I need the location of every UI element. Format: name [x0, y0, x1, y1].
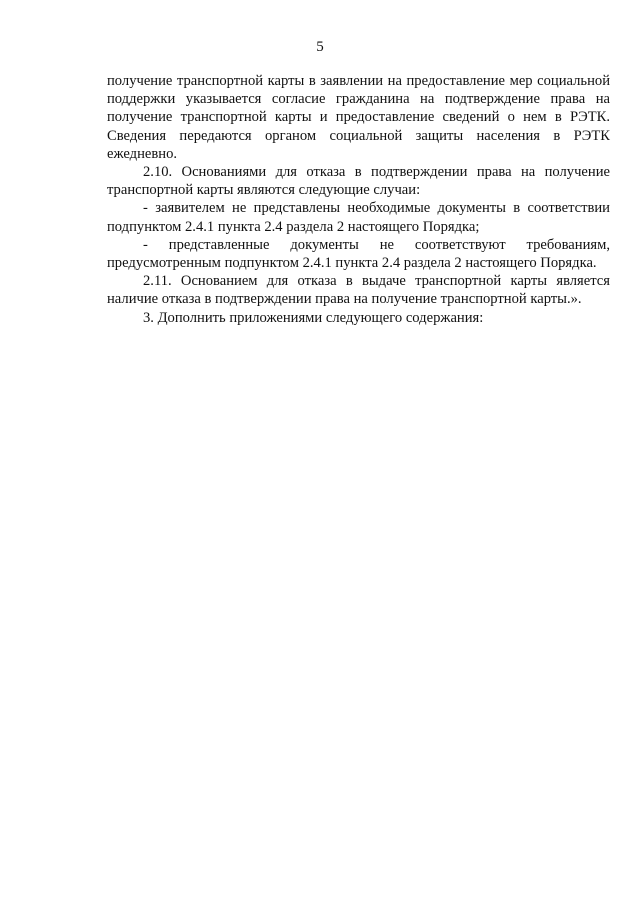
paragraph-clause-2-11: 2.11. Основанием для отказа в выдаче транспортной карты является наличие отказа в подтверждении права на получение транспортной карты.».: [107, 273, 610, 308]
list-item-missing-documents: - заявителем не представлены необходимые документы в соответствии подпунктом 2.4.1 пункта 2.4 раздела 2 настоящего Порядка;: [107, 200, 610, 235]
list-item-noncompliant-documents: - представленные документы не соответствуют требованиям, предусмотренным подпунктом 2.4.1 пункта 2.4 раздела 2 настоящего Порядка.: [107, 236, 610, 272]
page-number: 5: [316, 39, 324, 55]
document-body: [107, 72, 610, 327]
paragraph-clause-3: 3. Дополнить приложениями следующего содержания:: [143, 309, 484, 326]
paragraph-clause-2-10: 2.10. Основаниями для отказа в подтверждении права на получение транспортной карты являются следующие случаи:: [107, 164, 610, 199]
paragraph-continuation: получение транспортной карты в заявлении на предоставление мер социальной поддержки указывается согласие гражданина на подтверждение права на получение транспортной карты и предоставление сведений о нем в РЭТК. Сведения передаются органом социальной защиты населения в РЭТК ежедневно.: [107, 73, 610, 162]
